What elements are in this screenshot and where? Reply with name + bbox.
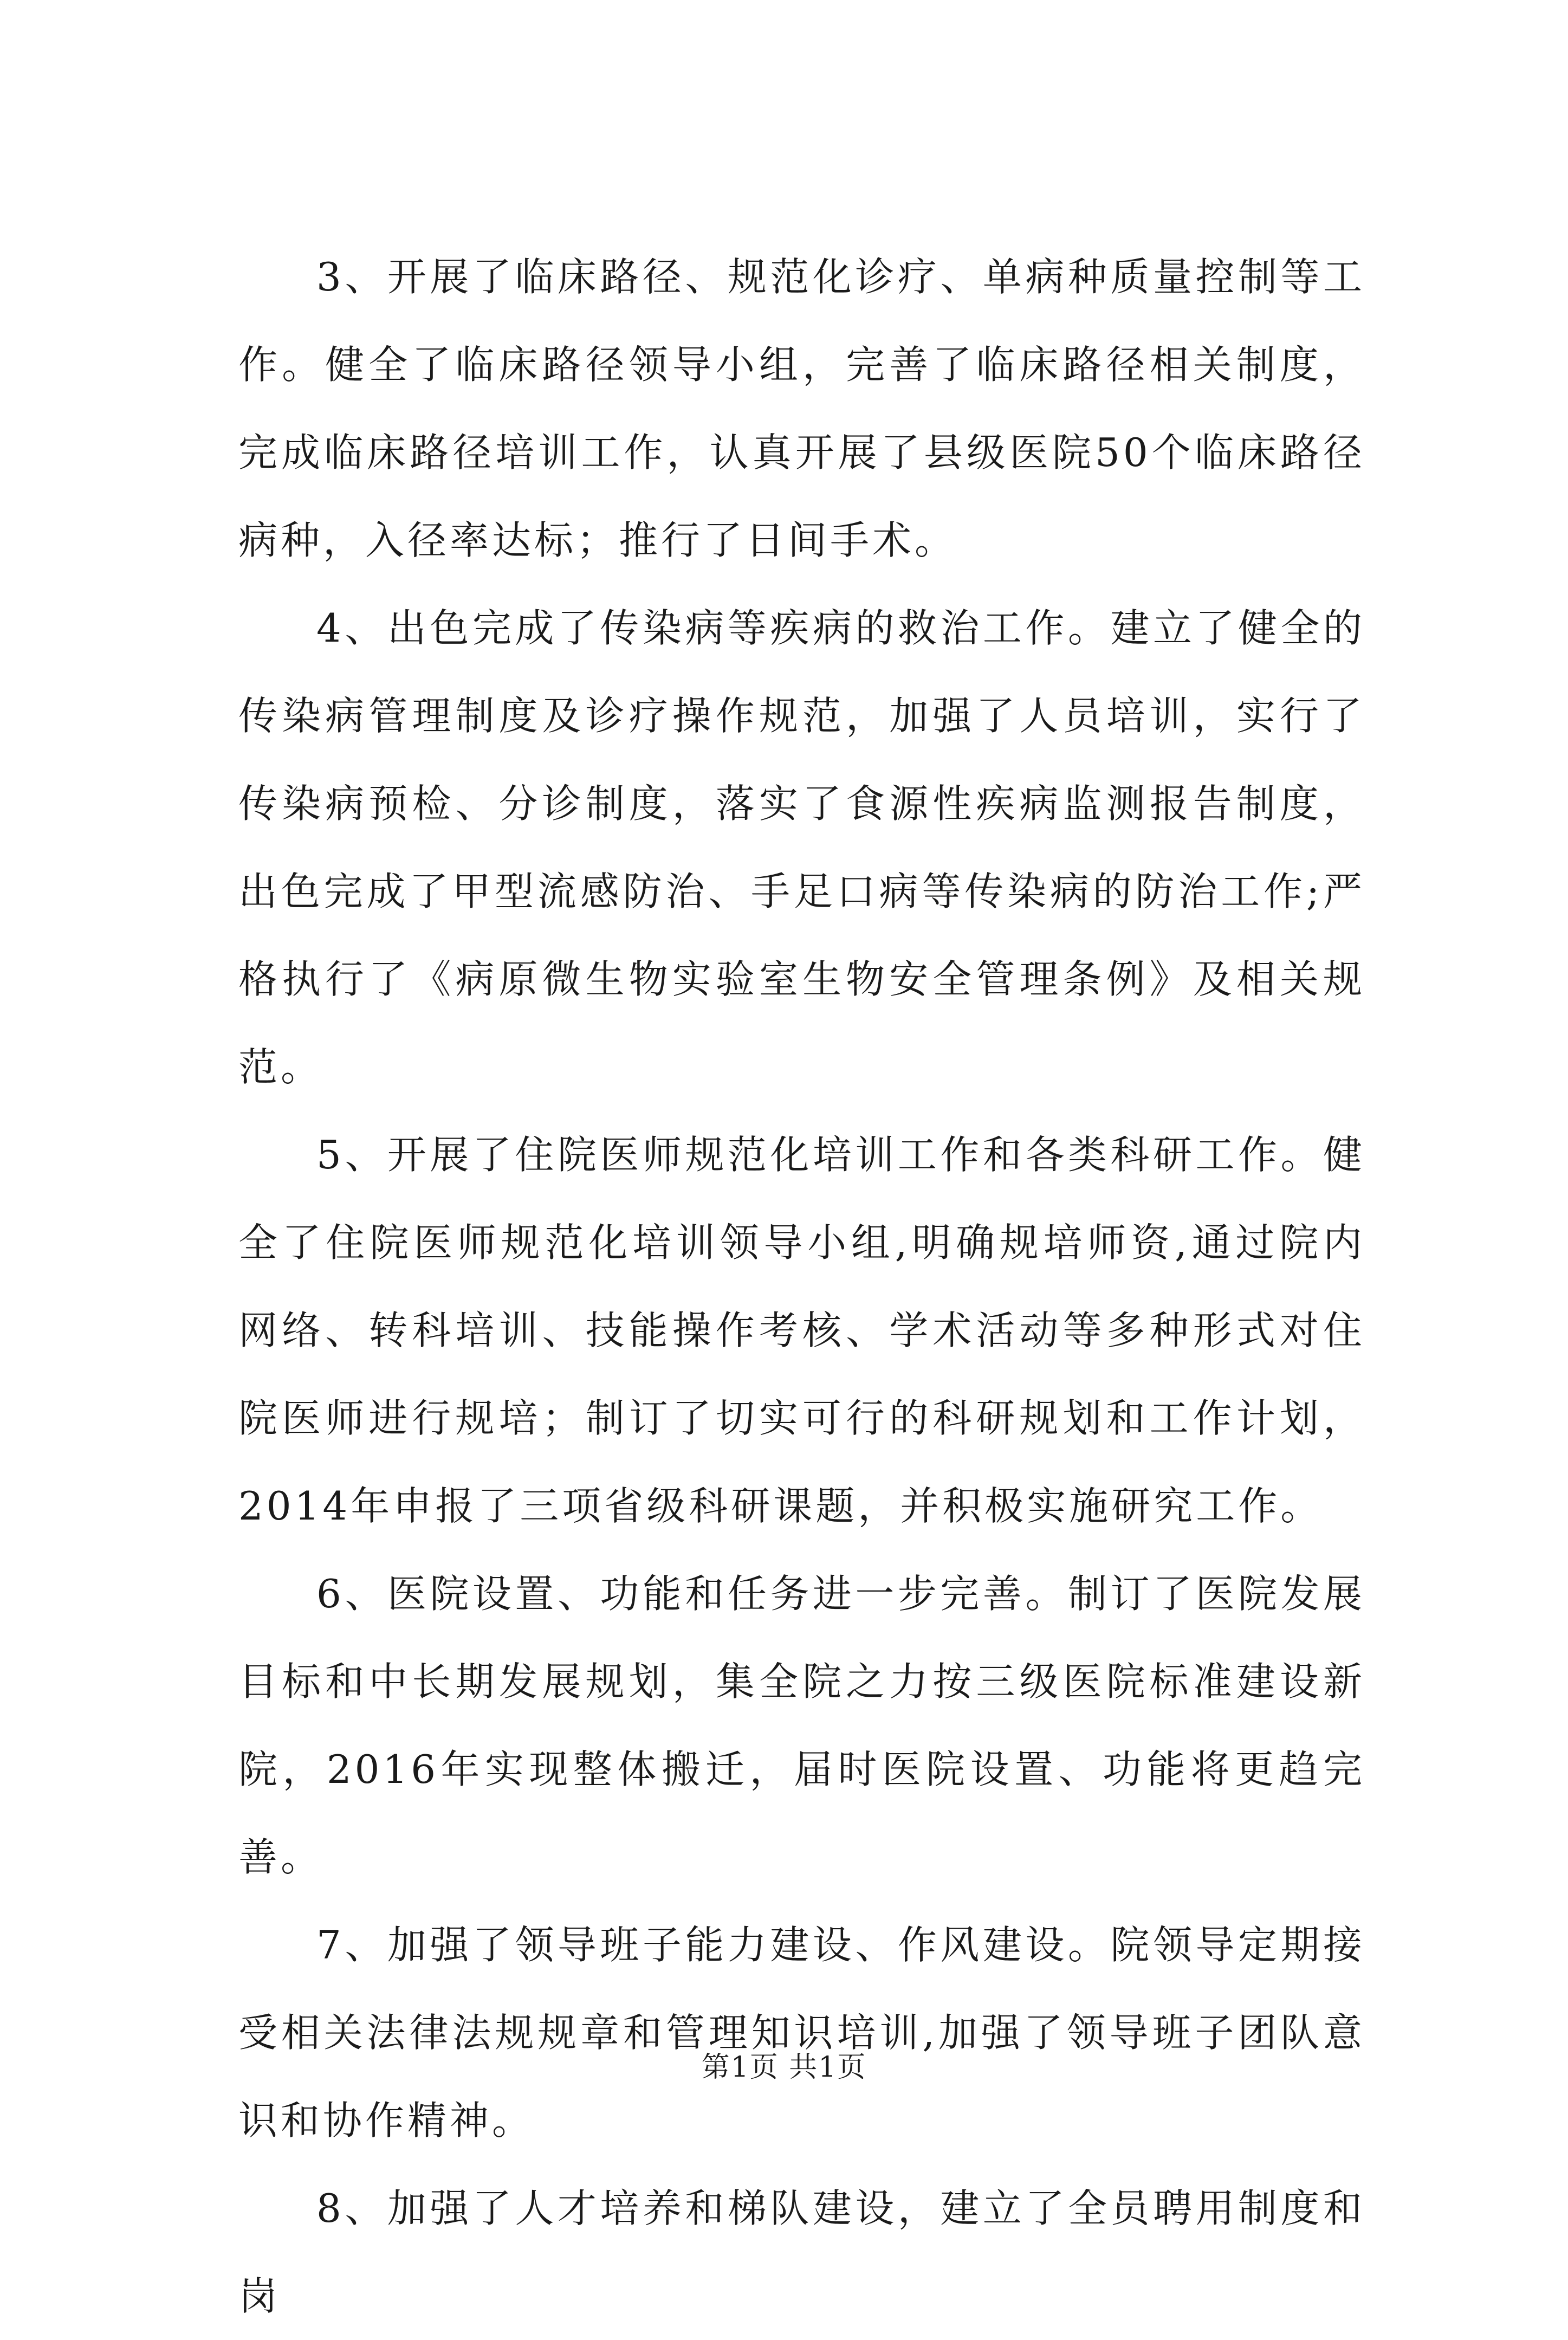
document-body bbox=[238, 233, 1365, 2340]
page-footer: 第1页 共1页 bbox=[701, 2051, 867, 2084]
paragraph-8: 8、加强了人才培养和梯队建设，建立了全员聘用制度和岗 bbox=[238, 2186, 1365, 2319]
paragraph-4: 4、出色完成了传染病等疾病的救治工作。建立了健全的传染病管理制度及诊疗操作规范，加强了人员培训，实行了传染病预检、分诊制度，落实了食源性疾病监测报告制度，出色完成了甲型流感防治、手足口病等传染病的防治工作;严格执行了《病原微生物实验室生物安全管理条例》及相关规范。 bbox=[238, 605, 1365, 1090]
paragraph-5: 5、开展了住院医师规范化培训工作和各类科研工作。健全了住院医师规范化培训领导小组,明确规培师资,通过院内网络、转科培训、技能操作考核、学术活动等多种形式对住院医师进行规培；制订了切实可行的科研规划和工作计划，2014年申报了三项省级科研课题，并积极实施研究工作。 bbox=[238, 1132, 1365, 1529]
paragraph-3: 3、开展了临床路径、规范化诊疗、单病种质量控制等工作。健全了临床路径领导小组，完善了临床路径相关制度，完成临床路径培训工作，认真开展了县级医院50个临床路径病种，入径率达标；推行了日间手术。 bbox=[238, 254, 1365, 563]
paragraph-6: 6、医院设置、功能和任务进一步完善。制订了医院发展目标和中长期发展规划，集全院之力按三级医院标准建设新院，2016年实现整体搬迁，届时医院设置、功能将更趋完善。 bbox=[238, 1571, 1365, 1880]
paragraph-7: 7、加强了领导班子能力建设、作风建设。院领导定期接受相关法律法规规章和管理知识培训,加强了领导班子团队意识和协作精神。 bbox=[238, 1922, 1365, 2143]
